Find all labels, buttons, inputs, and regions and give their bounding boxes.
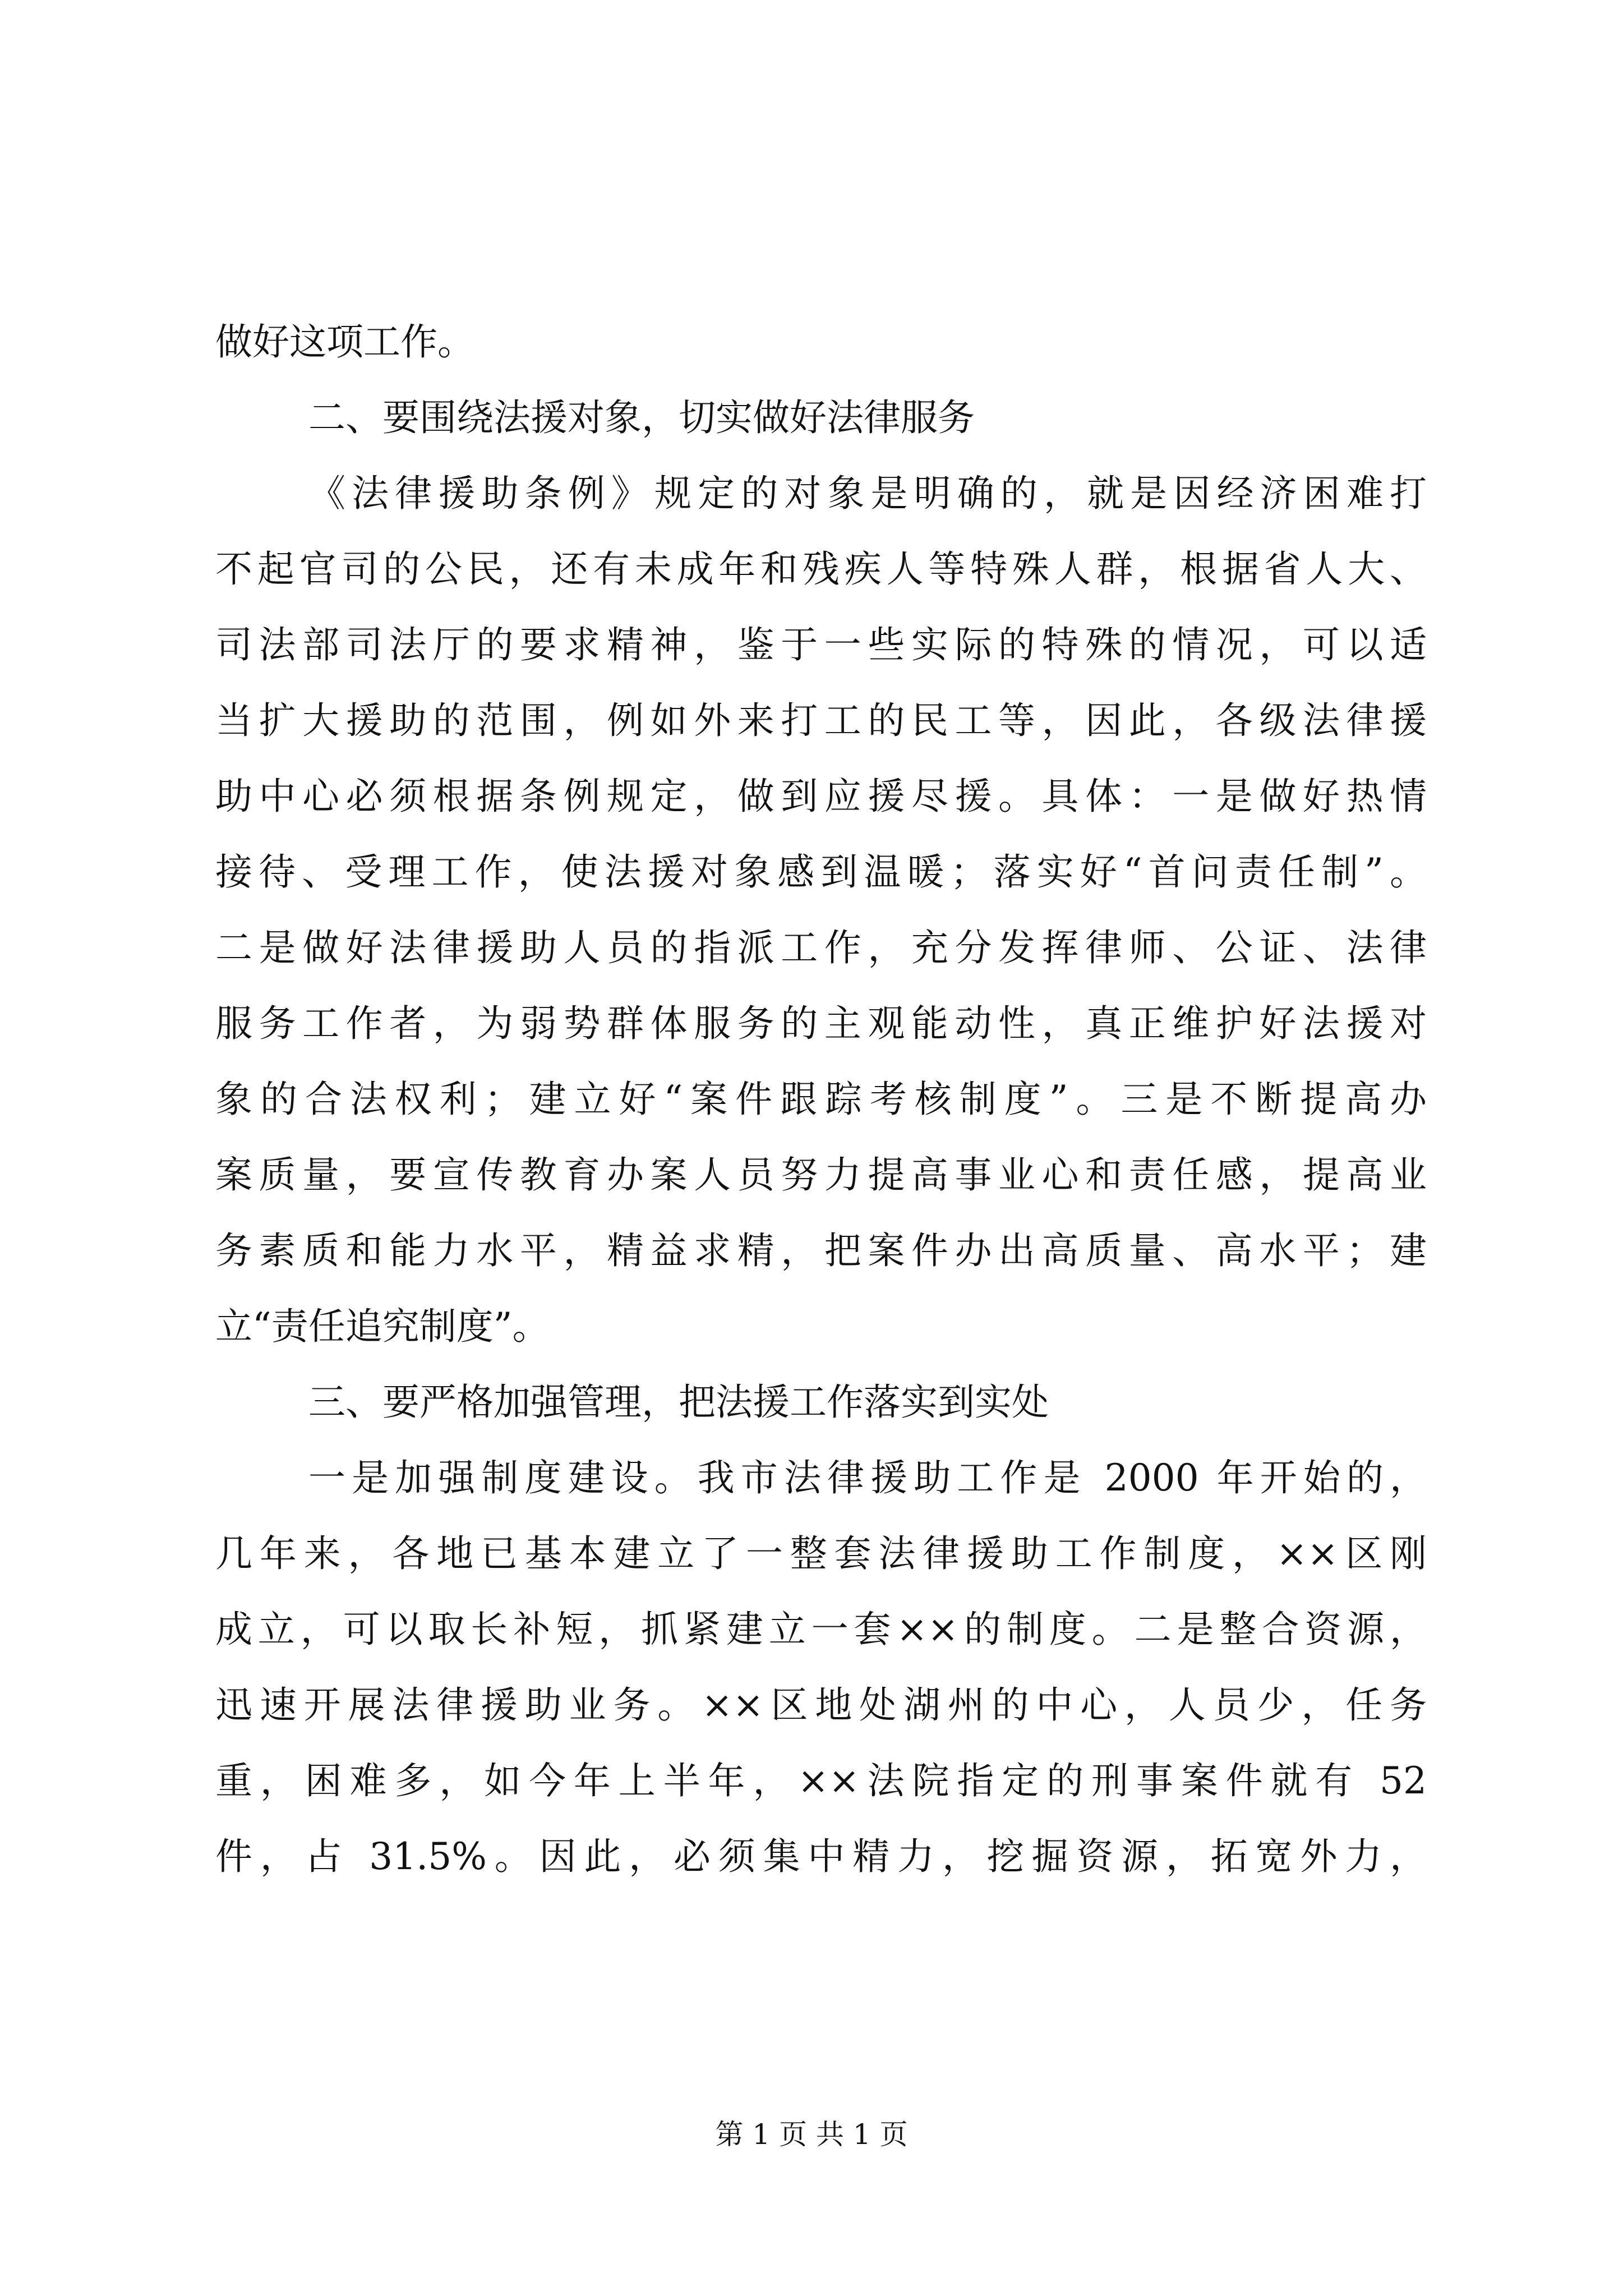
paragraph-line: 件，占 31.5%。因此，必须集中精力，挖掘资源，拓宽外力， (215, 1835, 1427, 1878)
paragraph-line: 迅速开展法律援助业务。××区地处湖州的中心，人员少，任务 (215, 1683, 1427, 1727)
paragraph-line: 成立，可以取长补短，抓紧建立一套××的制度。二是整合资源， (215, 1608, 1427, 1651)
paragraph-line: 服务工作者，为弱势群体服务的主观能动性，真正维护好法援对 (215, 1002, 1427, 1045)
paragraph-line: 重，困难多，如今年上半年，××法院指定的刑事案件就有 52 (215, 1759, 1427, 1802)
paragraph-line: 案质量，要宣传教育办案人员努力提高事业心和责任感，提高业 (215, 1153, 1427, 1197)
section-heading: 三、要严格加强管理，把法援工作落实到实处 (308, 1381, 1049, 1424)
page-footer: 第 1 页 共 1 页 (715, 2118, 908, 2151)
section-heading: 二、要围绕法援对象，切实做好法律服务 (308, 396, 975, 439)
paragraph-line: 当扩大援助的范围，例如外来打工的民工等，因此，各级法律援 (215, 699, 1427, 742)
paragraph-line: 一是加强制度建设。我市法律援助工作是 2000 年开始的， (308, 1456, 1427, 1499)
paragraph-line: 接待、受理工作，使法援对象感到温暖；落实好“首问责任制”。 (215, 850, 1427, 894)
paragraph-line: 几年来，各地已基本建立了一整套法律援助工作制度，××区刚 (215, 1532, 1427, 1575)
paragraph-line: 司法部司法厅的要求精神，鉴于一些实际的特殊的情况，可以适 (215, 623, 1427, 666)
paragraph-line: 不起官司的公民，还有未成年和残疾人等特殊人群，根据省人大、 (215, 547, 1427, 591)
paragraph-line: 象的合法权利；建立好“案件跟踪考核制度”。三是不断提高办 (215, 1078, 1427, 1121)
paragraph-line: 二是做好法律援助人员的指派工作，充分发挥律师、公证、法律 (215, 926, 1427, 969)
paragraph-line: 立“责任追究制度”。 (215, 1305, 550, 1348)
paragraph-line: 务素质和能力水平，精益求精，把案件办出高质量、高水平；建 (215, 1229, 1427, 1272)
paragraph-line: 《法律援助条例》规定的对象是明确的，就是因经济困难打 (308, 472, 1427, 515)
paragraph-line: 助中心必须根据条例规定，做到应援尽援。具体：一是做好热情 (215, 775, 1427, 818)
paragraph-line: 做好这项工作。 (215, 320, 474, 364)
